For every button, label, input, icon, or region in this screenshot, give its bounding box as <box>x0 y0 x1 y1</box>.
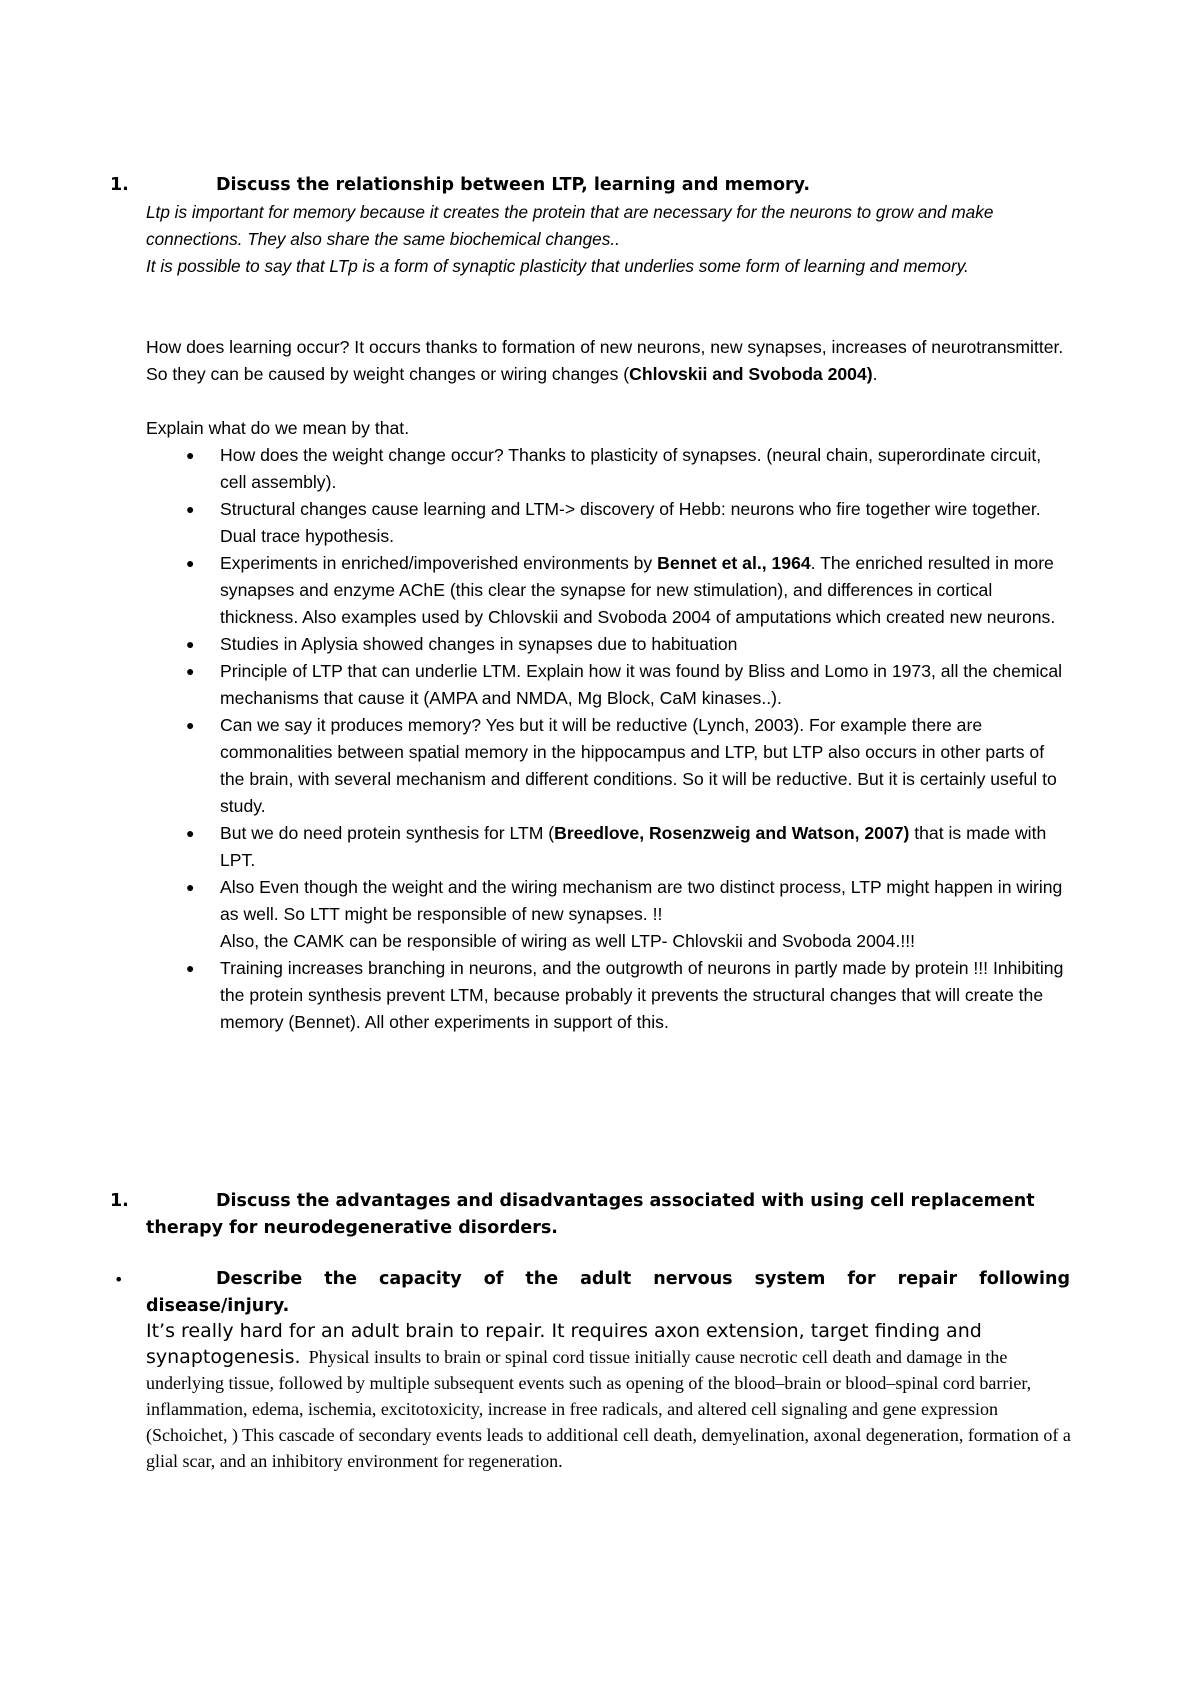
subheading-bullet <box>110 1266 1070 1320</box>
list-item: ● Experiments in enriched/impoverished environments by Bennet et al., 1964. The enriched resulted in more synapses and enzyme AChE (this clear the synapse for new stimulation), and differences in cortical thickness. Also examples used by Chlovskii and Svoboda 2004 of amputations which created new neurons. <box>146 550 1066 631</box>
repair-paragraph <box>146 1318 1076 1474</box>
bullet-icon: ● <box>186 636 195 652</box>
paragraph-end: . <box>872 364 878 384</box>
question-heading-2 <box>110 1188 1090 1242</box>
bullet-icon: • <box>114 1270 124 1289</box>
bullet-icon: ● <box>186 879 195 895</box>
citation-bold: Bennet et al., 1964 <box>657 553 811 573</box>
paragraph-rest: Physical insults to brain or spinal cord tissue initially cause necrotic cell death and damage in the underlying tissue, followed by multiple subsequent events such as opening of the blood–brain or blood–spinal cord barrier, inflammation, edema, ischemia, excitotoxicity, increase in free radicals, and altered cell signaling and gene expression (Schoichet, ) This cascade of secondary events leads to additional cell death, demyelination, axonal degeneration, formation of a glial scar, and an inhibitory environment for regeneration. <box>146 1347 1071 1471</box>
list-item: ● Training increases branching in neurons, and the outgrowth of neurons in partly made by protein !!! Inhibiting the protein synthesis prevent LTM, because probably it prevents the structural changes that will create the memory (Bennet). All other experiments in support of this. <box>146 955 1066 1036</box>
citation-bold: Breedlove, Rosenzweig and Watson, 2007) <box>554 823 910 843</box>
bullet-icon: ● <box>186 960 195 976</box>
question-title: Discuss the relationship between LTP, learning and memory. <box>216 175 811 195</box>
citation-bold: Chlovskii and Svoboda 2004) <box>629 364 873 384</box>
question-title: Discuss the advantages and disadvantages associated with using cell replacement therapy for neurodegenerative disorders. <box>146 1191 1035 1238</box>
paragraph-explain: Explain what do we mean by that. <box>146 418 410 438</box>
bullet-icon: ● <box>186 447 195 463</box>
list-item: ● Studies in Aplysia showed changes in synapses due to habituation <box>146 631 1066 658</box>
bullet-icon: ● <box>186 663 195 679</box>
list-item: ● But we do need protein synthesis for LTM (Breedlove, Rosenzweig and Watson, 2007) that is made with LPT. <box>146 820 1066 874</box>
italic-note-2: It is possible to say that LTp is a form of synaptic plasticity that underlies some form of learning and memory. <box>146 256 969 276</box>
bullet-icon: ● <box>186 555 195 571</box>
list-item: ● Can we say it produces memory? Yes but it will be reductive (Lynch, 2003). For example there are commonalities between spatial memory in the hippocampus and LTP, but LTP also occurs in other parts of the brain, with several mechanism and different conditions. So it will be reductive. But it is certainly useful to study. <box>146 712 1066 820</box>
italic-note-1: Ltp is important for memory because it creates the protein that are necessary for the neurons to grow and make connections. They also share the same biochemical changes.. <box>146 202 994 249</box>
bullet-icon: ● <box>186 825 195 841</box>
paragraph-lead: It’s really hard for an adult brain to repair. It requires axon extension, target finding and synaptogenesis. <box>146 1320 982 1368</box>
paragraph-text: How does learning occur? It occurs thanks to formation of new neurons, new synapses, increases of neurotransmitter. So they can be caused by weight changes or wiring changes ( <box>146 337 1064 384</box>
list-item: ● Structural changes cause learning and LTM-> discovery of Hebb: neurons who fire together wire together. Dual trace hypothesis. <box>146 496 1066 550</box>
list-item: ● How does the weight change occur? Thanks to plasticity of synapses. (neural chain, superordinate circuit, cell assembly). <box>146 442 1066 496</box>
subheading: Describe the capacity of the adult nervous system for repair following disease/injury. <box>146 1269 1070 1316</box>
question-number: 1. <box>110 175 129 195</box>
bullet-list <box>146 442 1066 1036</box>
list-item: ● Also Even though the weight and the wiring mechanism are two distinct process, LTP might happen in wiring as well. So LTT might be responsible of new synapses. !! Also, the CAMK can be responsible of wiring as well LTP- Chlovskii and Svoboda 2004.!!! <box>146 874 1066 955</box>
paragraph-learning <box>146 334 1066 388</box>
bullet-icon: ● <box>186 717 195 733</box>
bullet-icon: ● <box>186 501 195 517</box>
question-number: 1. <box>110 1191 129 1211</box>
list-item: ● Principle of LTP that can underlie LTM. Explain how it was found by Bliss and Lomo in 1973, all the chemical mechanisms that cause it (AMPA and NMDA, Mg Block, CaM kinases..). <box>146 658 1066 712</box>
question-heading-1 <box>110 172 1090 199</box>
